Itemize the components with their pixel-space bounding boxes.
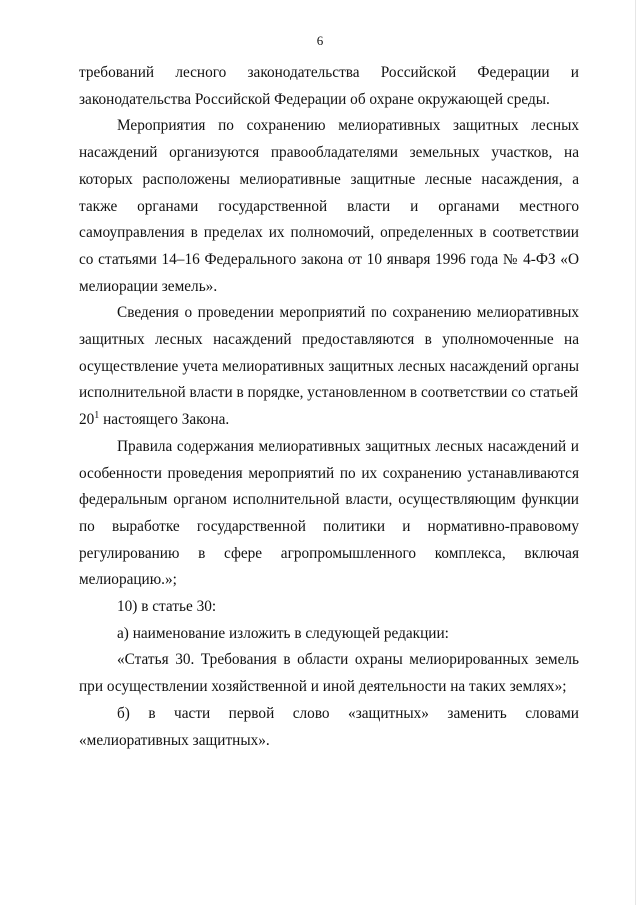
document-body bbox=[79, 60, 579, 754]
paragraph-2: Мероприятия по сохранению мелиоративных защитных лесных насаждений организуются правообладателями земельных участков, на которых расположены мелиоративные защитные лесные насаждения, а также органами государственной власти и органами местного самоуправления в пределах их полномочий, определенных в соответствии со статьями 14–16 Федерального закона от 10 января 1996 года № 4-ФЗ «О мелиорации земель». bbox=[79, 117, 579, 295]
article-number: 20 bbox=[79, 411, 95, 429]
article-ref-tail: настоящего Закона. bbox=[103, 411, 230, 429]
paragraph-8: б) в части первой слово «защитных» заменить словами «мелиоративных защитных». bbox=[79, 704, 579, 749]
article-superscript: 1 bbox=[94, 410, 100, 422]
paragraph-7: «Статья 30. Требования в области охраны мелиорированных земель при осуществлении хозяйственной и иной деятельности на таких землях»; bbox=[79, 651, 579, 696]
paragraph-4: Правила содержания мелиоративных защитных лесных насаждений и особенности проведения мероприятий по их сохранению устанавливаются федеральным органом исполнительной власти, осуществляющим функции по выработке государственной политики и нормативно-правовому регулированию в сфере агропромышленного комплекса, включая мелиорацию.»; bbox=[79, 437, 579, 589]
paragraph-1: требований лесного законодательства Российской Федерации и законодательства Российской Федерации об охране окружающей среды. bbox=[79, 64, 579, 108]
paragraph-5: 10) в статье 30: bbox=[117, 598, 217, 616]
page-edge-line bbox=[635, 0, 636, 905]
paragraph-3 bbox=[79, 300, 579, 434]
paragraph-3-text: Сведения о проведении мероприятий по сохранению мелиоративных защитных лесных насаждений предоставляются в уполномоченные на осуществление учета мелиоративных защитных лесных насаждений органы исполнительной власти в порядке, установленном в соответствии со статьей bbox=[79, 304, 579, 402]
paragraph-6: а) наименование изложить в следующей редакции: bbox=[117, 624, 449, 642]
page-number: 6 bbox=[316, 33, 324, 48]
